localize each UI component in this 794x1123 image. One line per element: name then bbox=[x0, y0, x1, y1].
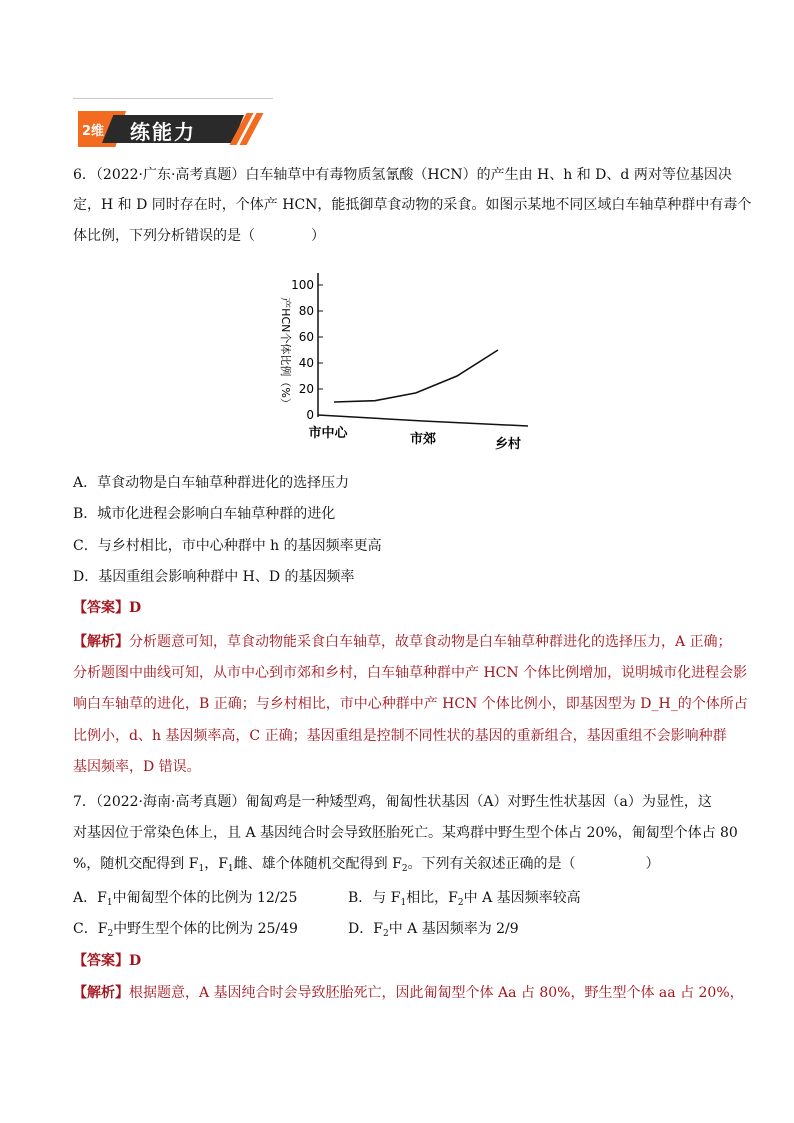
analysis-label: 【解析】 bbox=[73, 634, 129, 650]
q7-option-a bbox=[73, 889, 297, 912]
answer-label: 【答案】 bbox=[73, 953, 129, 969]
section-banner bbox=[78, 111, 258, 147]
answer-value: D bbox=[129, 953, 142, 969]
q6-option-a: A．草食动物是白车轴草种群进化的选择压力 bbox=[73, 475, 350, 491]
subscript: 2 bbox=[401, 864, 408, 874]
x-axis bbox=[318, 415, 528, 426]
x-category-label: 市郊 bbox=[409, 432, 437, 447]
text: 中野生型个体的比例为 25/49 bbox=[113, 921, 298, 937]
text: A．F bbox=[73, 890, 107, 906]
analysis-text: 分析题意可知，草食动物能采食白车轴草，故草食动物是白车轴草种群进化的选择压力，A 正确； bbox=[129, 634, 732, 650]
y-tick-label: 100 bbox=[291, 278, 314, 292]
q7-stem-line3 bbox=[73, 855, 660, 878]
q6-stem-line2: 定，H 和 D 同时存在时，个体产 HCN，能抵御草食动物的采食。如图示某地不同区域白车轴草种群中有毒个 bbox=[73, 197, 752, 213]
subscript: 1 bbox=[106, 898, 113, 908]
q7-option-c bbox=[73, 920, 298, 943]
y-tick-label: 80 bbox=[298, 304, 314, 318]
q6-analysis-line5: 基因频率，D 错误。 bbox=[73, 759, 201, 775]
text: 中 A 基因频率较高 bbox=[463, 890, 581, 906]
answer-label: 【答案】 bbox=[73, 600, 129, 616]
q7-stem-line1: 7．（2022·海南·高考真题）匍匐鸡是一种矮型鸡，匍匐性状基因（A）对野生性状基因（a）为显性，这 bbox=[73, 794, 712, 810]
x-category-label: 乡村 bbox=[494, 437, 522, 452]
subscript: 1 bbox=[198, 864, 205, 874]
text: %，随机交配得到 F bbox=[73, 856, 199, 872]
subscript: 1 bbox=[400, 898, 407, 908]
q6-answer bbox=[73, 599, 141, 617]
section-title: 练能力 bbox=[130, 120, 196, 144]
series-line bbox=[334, 350, 498, 402]
q6-option-b: B．城市化进程会影响白车轴草种群的进化 bbox=[73, 506, 336, 522]
q6-analysis-line2: 分析题图中曲线可知，从市中心到市郊和乡村，白车轴草种群中产 HCN 个体比例增加，说明城市化进程会影 bbox=[73, 665, 748, 681]
text: 雌、雄个体随机交配得到 F bbox=[233, 856, 402, 872]
analysis-label: 【解析】 bbox=[73, 985, 129, 1001]
y-axis-label: 产HCN个体比例（%） bbox=[279, 297, 292, 409]
subscript: 1 bbox=[227, 864, 234, 874]
subscript: 2 bbox=[457, 898, 464, 908]
y-tick-label: 0 bbox=[306, 408, 314, 422]
subscript: 2 bbox=[107, 929, 114, 939]
answer-value: D bbox=[129, 600, 142, 616]
text: 相比，F bbox=[406, 890, 458, 906]
q7-option-d bbox=[348, 920, 519, 943]
q7-option-b bbox=[348, 889, 581, 912]
y-tick-label: 20 bbox=[298, 382, 314, 396]
q6-option-c: C．与乡村相比，市中心种群中 h 的基因频率更高 bbox=[73, 538, 382, 554]
y-tick-label: 40 bbox=[298, 356, 314, 370]
hcn-chart bbox=[268, 265, 538, 460]
text: B．与 F bbox=[348, 890, 401, 906]
q6-stem-line1: 6．（2022·广东·高考真题）白车轴草中有毒物质氢氰酸（HCN）的产生由 H、h 和 D、d 两对等位基因决 bbox=[73, 167, 732, 183]
q7-analysis-line1 bbox=[73, 984, 744, 1002]
text: ，F bbox=[204, 856, 228, 872]
q6-analysis-line1 bbox=[73, 633, 732, 651]
subscript: 2 bbox=[382, 929, 389, 939]
analysis-text: 根据题意，A 基因纯合时会导致胚胎死亡，因此匍匐型个体 Aa 占 80%，野生型个体 aa 占 20%， bbox=[129, 985, 744, 1001]
q7-answer bbox=[73, 952, 141, 970]
text: 。下列有关叙述正确的是（ ） bbox=[407, 856, 660, 872]
q6-option-d: D．基因重组会影响种群中 H、D 的基因频率 bbox=[73, 569, 355, 585]
q6-stem-line3: 体比例，下列分析错误的是（ ） bbox=[73, 228, 325, 244]
q7-stem-line2: 对基因位于常染色体上，且 A 基因纯合时会导致胚胎死亡。某鸡群中野生型个体占 20%，匍匐型个体占 80 bbox=[73, 825, 738, 841]
q6-analysis-line3: 响白车轴草的进化，B 正确；与乡村相比，市中心种群中产 HCN 个体比例小，即基因型为 D_H_的个体所占 bbox=[73, 696, 748, 712]
q6-analysis-line4: 比例小，d、h 基因频率高，C 正确；基因重组是控制不同性状的基因的重新组合，基因重组不会影响种群 bbox=[73, 728, 727, 744]
x-category-label: 市中心 bbox=[308, 426, 348, 441]
header-rule bbox=[73, 98, 273, 99]
text: 中 A 基因频率为 2/9 bbox=[388, 921, 519, 937]
text: D．F bbox=[348, 921, 383, 937]
section-code: 2维 bbox=[82, 124, 105, 139]
y-tick-label: 60 bbox=[298, 330, 314, 344]
text: 中匍匐型个体的比例为 12/25 bbox=[112, 890, 298, 906]
text: C．F bbox=[73, 921, 108, 937]
